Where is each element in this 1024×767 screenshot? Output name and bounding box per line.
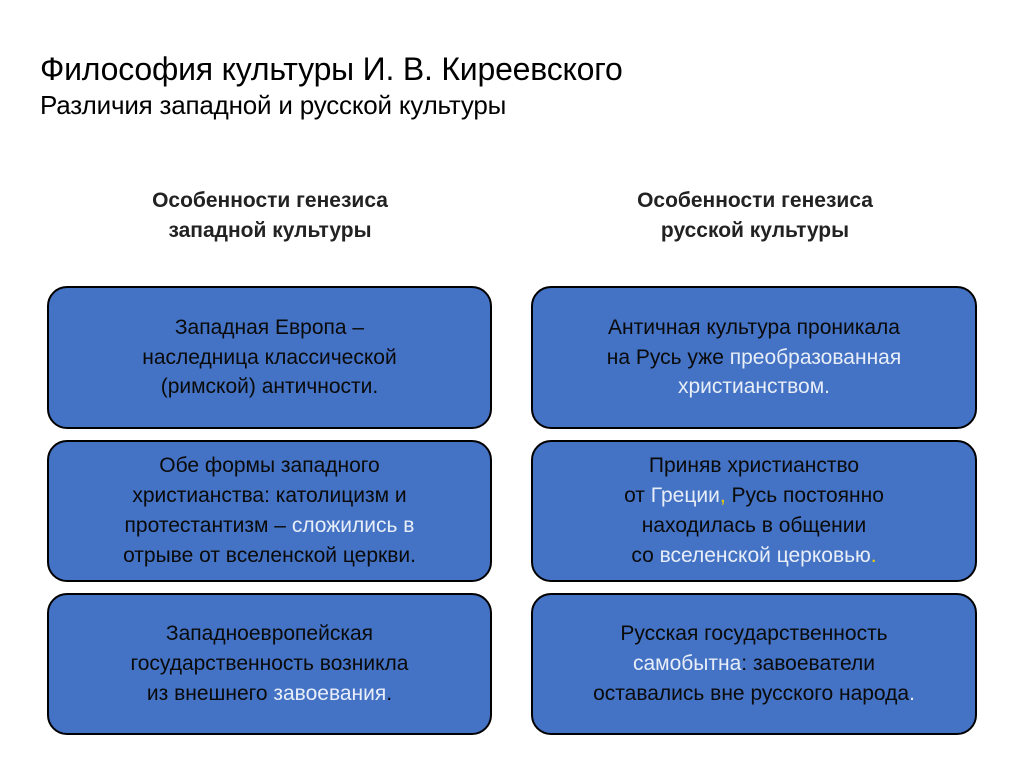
western-card-3-line1: Западноевропейская: [165, 622, 374, 646]
russian-card-2-line4a: со: [631, 543, 660, 567]
western-card-1-text: [142, 313, 396, 402]
western-card-3-line2: государственность возникла: [130, 652, 409, 676]
russian-card-2-line2b: Греции: [650, 484, 720, 508]
russian-card-3-line2b: : завоеватели: [741, 652, 876, 676]
western-card-3-line3a: из внешнего: [146, 681, 274, 705]
russian-card-1-line3: христианством.: [677, 375, 830, 399]
russian-card-2-line3: находилась в общении: [641, 514, 867, 537]
western-card-2-text: [123, 451, 416, 570]
russian-heading-line2: русской культуры: [660, 219, 850, 243]
western-card-1-line3: (римской) античности.: [160, 375, 379, 399]
western-card-3-line3b: завоевания: [273, 681, 387, 705]
russian-card-3-line3a: оставались вне русского народа: [593, 681, 910, 705]
western-card-2-line4: отрыве от вселенской церкви.: [123, 543, 416, 567]
western-card-3-line3c: .: [386, 681, 393, 705]
russian-card-statehood: [531, 593, 977, 735]
western-card-2-line1: Обе формы западного: [159, 454, 380, 478]
russian-card-2-line1: Приняв христианство: [648, 454, 860, 478]
russian-card-2-text: [624, 451, 884, 570]
western-card-3-text: [131, 619, 409, 708]
western-card-1-line1: Западная Европа –: [174, 315, 365, 339]
russian-card-christianity: [531, 440, 977, 582]
western-culture-heading: [70, 186, 470, 247]
russian-card-1-line1: Античная культура проникала: [607, 315, 900, 339]
slide-title-main: Философия культуры И. В. Киреевского: [40, 51, 623, 87]
western-card-statehood: [47, 593, 492, 735]
slide-subtitle: Различия западной и русской культуры: [40, 89, 507, 120]
russian-card-3-line2a: самобытна: [632, 652, 742, 676]
western-card-2-line3b: сложились в: [291, 514, 415, 537]
slide-title: [40, 52, 1000, 119]
russian-card-antique-culture: [531, 286, 977, 429]
russian-card-2-line2c: ,: [719, 484, 726, 508]
russian-card-2-line2a: от: [624, 484, 651, 508]
russian-card-1-line2b: преобразованная: [729, 345, 902, 369]
russian-card-2-line4c: .: [870, 543, 877, 567]
western-card-christianity-forms: [47, 440, 492, 582]
western-card-2-line3a: протестантизм –: [124, 514, 292, 537]
russian-card-1-line2a: на Русь уже: [606, 345, 730, 369]
western-heading-line1: Особенности генезиса: [152, 189, 388, 212]
russian-card-3-line1: Русская государственность: [620, 622, 888, 646]
russian-card-3-line3b: .: [909, 681, 915, 705]
russian-card-3-text: [593, 619, 915, 708]
western-card-classical-antiquity: [47, 286, 492, 429]
western-card-1-line2: наследница классической: [142, 345, 397, 369]
russian-card-2-line4b: вселенской церковью: [659, 543, 871, 567]
russian-heading-line1: Особенности генезиса: [637, 189, 873, 212]
russian-culture-heading: [555, 186, 955, 247]
western-heading-line2: западной культуры: [168, 219, 372, 243]
russian-card-1-text: [607, 313, 901, 402]
russian-card-2-line2d: Русь постоянно: [725, 484, 884, 508]
western-card-2-line2: христианства: католицизм и: [132, 484, 407, 508]
